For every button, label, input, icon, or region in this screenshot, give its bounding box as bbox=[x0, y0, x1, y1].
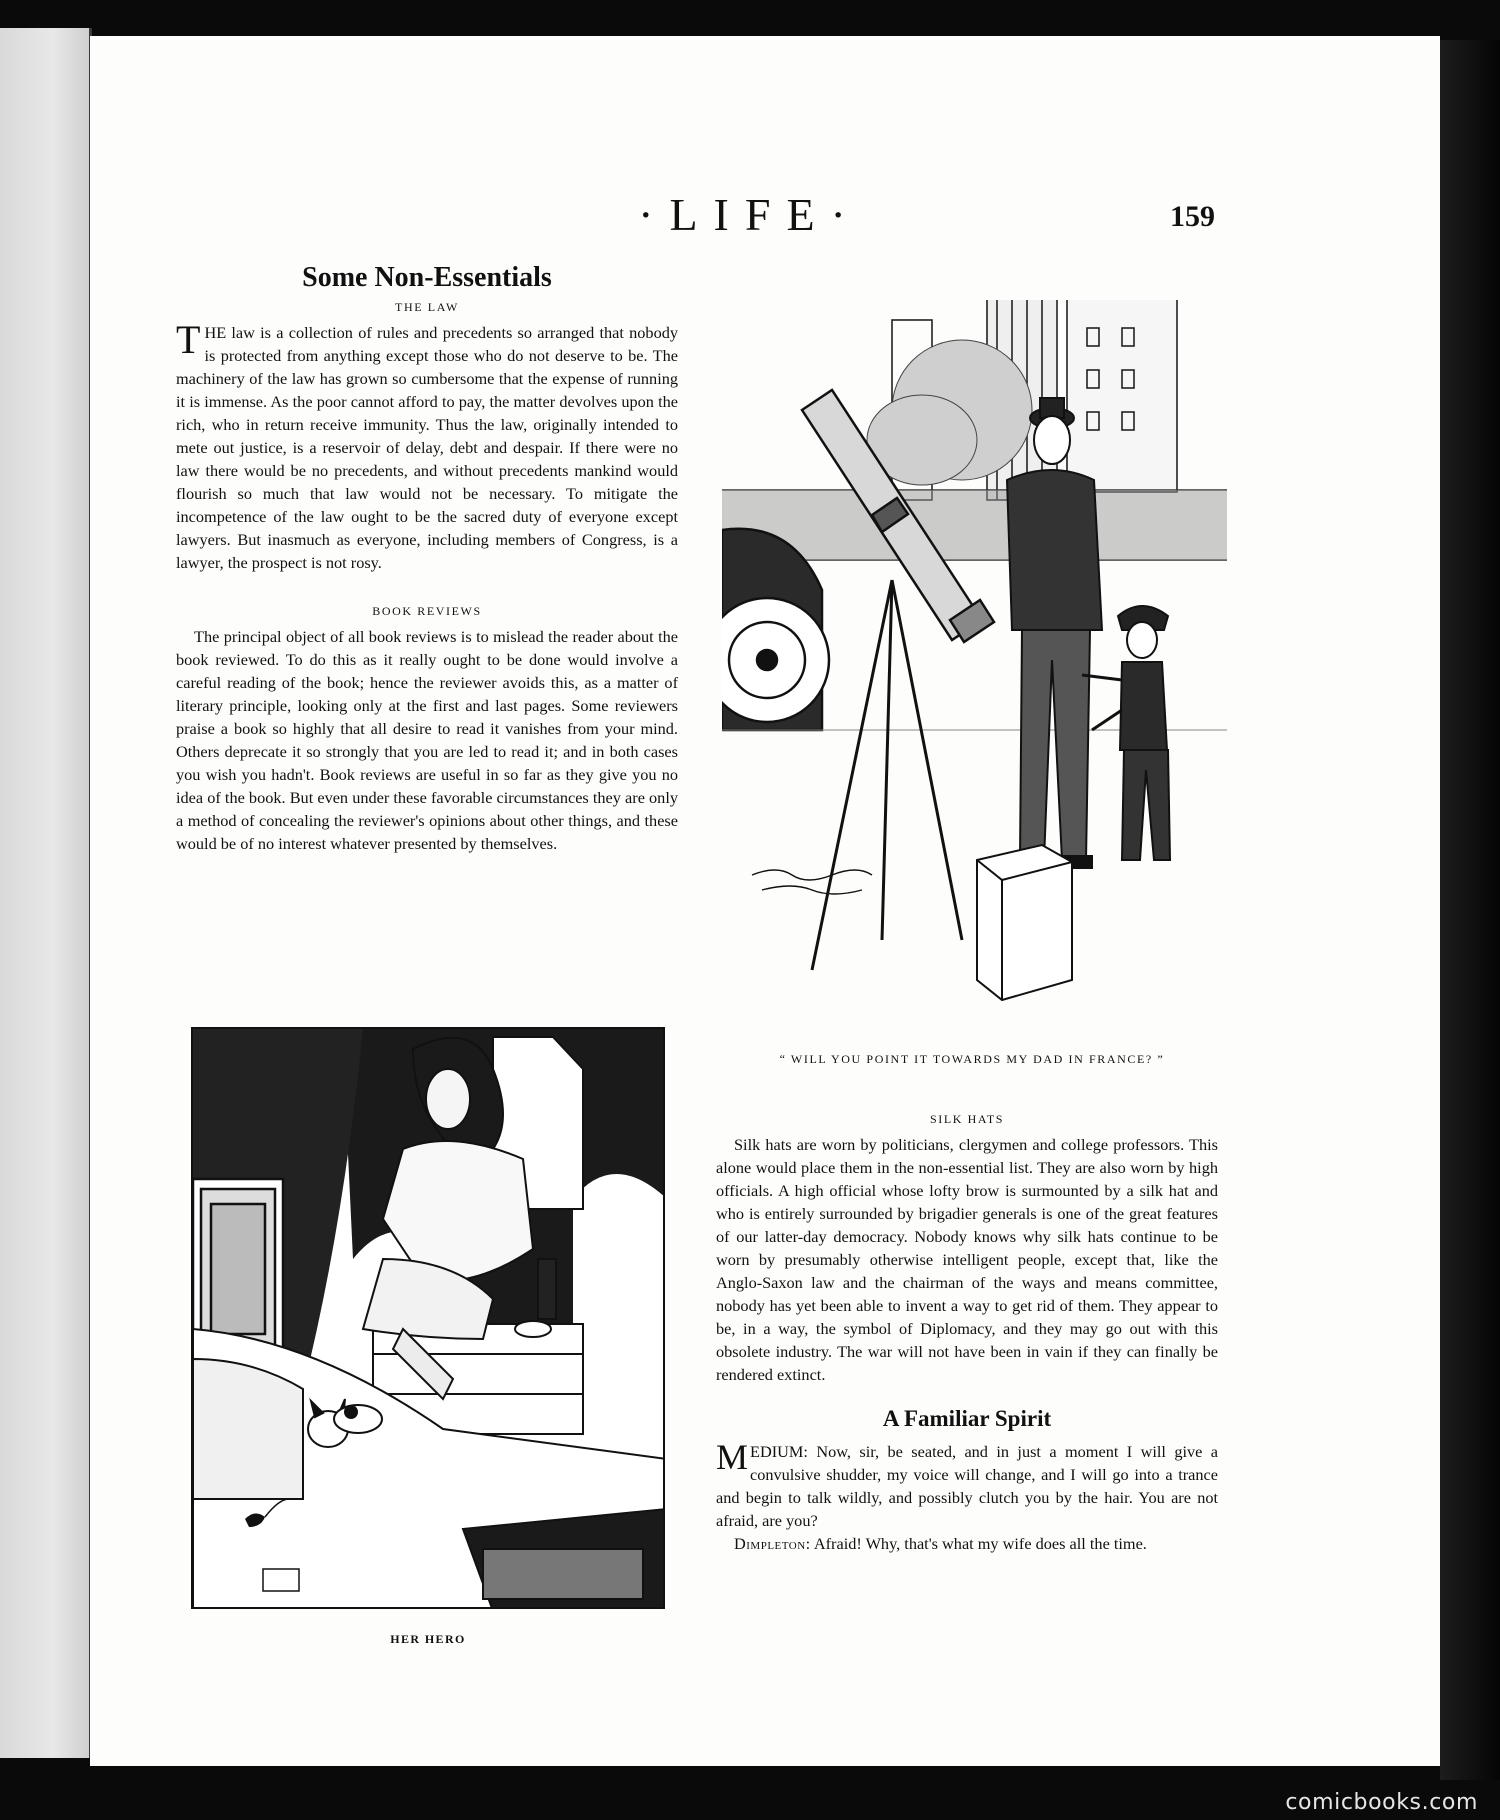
left-column bbox=[176, 262, 678, 855]
her-hero-caption: HER HERO bbox=[390, 1632, 466, 1646]
article-title-familiar-spirit: A Familiar Spirit bbox=[882, 1406, 1052, 1431]
binding-shadow bbox=[1440, 40, 1500, 1780]
telescope-caption: “ WILL YOU POINT IT TOWARDS MY DAD IN FRANCE? ” bbox=[779, 1052, 1165, 1066]
law-paragraph bbox=[176, 317, 678, 574]
page-number: 159 bbox=[1170, 200, 1215, 233]
medium-line: Now, sir, be seated, and in just a moment I will give a convulsive shudder, my voice will change, and I will go into a trance and begin to talk wildly, and possibly clutch you by the hair. You are not afraid, are you? bbox=[716, 1442, 1218, 1530]
section-heading-silk-hats: SILK HATS bbox=[929, 1112, 1005, 1126]
law-text: HE law is a collection of rules and precedents so arranged that nobody is protected from anything except those who do not deserve to be. The machinery of the law has grown so cumbersome that the expense of running it is immense. As the poor cannot afford to pay, the matter devolves upon the rich, who in return receive immunity. Thus the law, originally intended to mete out justice, is a reservoir of delay, debt and despair. If there were no law there would be no precedents, and without precedents mankind would flourish so much that law would not be necessary. To mitigate the incompetence of the law ought to be the sacred duty of everyone except lawyers. But inasmuch as everyone, including members of Congress, is a lawyer, the prospect is not rosy. bbox=[176, 323, 678, 572]
dimpleton-line: Afraid! Why, that's what my wife does all the time. bbox=[813, 1534, 1147, 1553]
right-column bbox=[716, 1108, 1218, 1555]
watermark: comicbooks.com bbox=[1285, 1790, 1478, 1815]
telescope-illustration bbox=[722, 300, 1227, 1040]
article-title: Some Non-Essentials bbox=[302, 262, 552, 293]
silk-hats-paragraph: Silk hats are worn by politicians, clergymen and college professors. This alone would place them in the non-essential list. They are also worn by high officials. A high official whose lofty brow is surmounted by a silk hat and who is entirely surrounded by brigadier generals is one of the great features of our latter-day democracy. Nobody knows why silk hats continue to be worn by presumably otherwise intelligent people, except that, like the Anglo-Saxon law and the chairman of the ways and means committee, nobody has yet been able to invent a way to get rid of them. They appear to be, in a way, the symbol of Diplomacy, and they may go out with this obsolete industry. The war will not have been in vain if they can finally be rendered extinct. bbox=[716, 1135, 1218, 1384]
dimpleton-speaker: Dimpleton: bbox=[734, 1534, 811, 1553]
previous-page-edge bbox=[0, 28, 92, 1758]
dimpleton-paragraph bbox=[716, 1532, 1218, 1555]
section-heading-law: THE LAW bbox=[395, 300, 459, 314]
masthead: ·LIFE· bbox=[638, 189, 862, 240]
dropcap: T bbox=[176, 317, 201, 362]
section-heading-reviews: BOOK REVIEWS bbox=[372, 604, 482, 618]
medium-paragraph bbox=[716, 1437, 1218, 1532]
medium-speaker: EDIUM: bbox=[750, 1442, 808, 1461]
dropcap-m: M bbox=[716, 1437, 749, 1477]
her-hero-illustration bbox=[191, 1027, 665, 1609]
reviews-paragraph: The principal object of all book reviews is to mislead the reader about the book reviewed. To do this as it really ought to be done would involve a careful reading of the book; hence the reviewer avoids this, as a matter of literary principle, looking only at the first and last pages. Some reviewers praise a book so highly that all desire to read it vanishes from your mind. Others deprecate it so strongly that you are led to read it; and in both cases you wish you hadn't. Book reviews are useful in so far as they give you no idea of the book. But even under these favorable circumstances they are only a method of concealing the reviewer's opinions about other things, and these would be of no interest whatever presented by themselves. bbox=[176, 627, 678, 853]
